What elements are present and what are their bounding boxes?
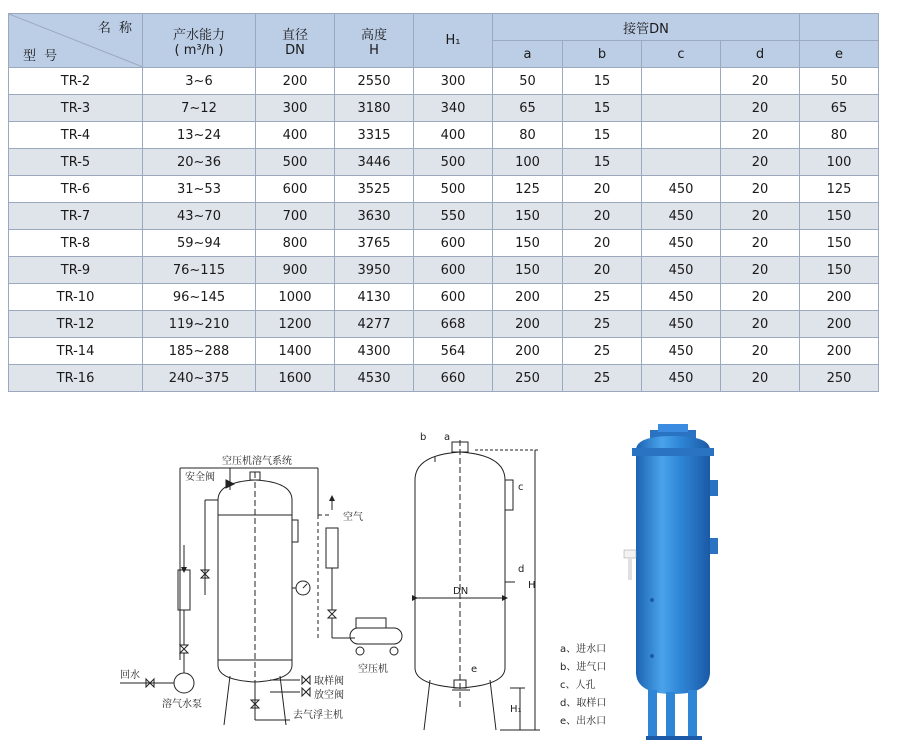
cell-nozzle-e: 150 xyxy=(800,203,879,230)
cell-nozzle-a: 150 xyxy=(493,203,563,230)
dim-label-a: a xyxy=(444,432,451,443)
header-h1: H₁ xyxy=(414,14,493,68)
table-row xyxy=(9,230,879,257)
cell-nozzle-c: 450 xyxy=(642,203,721,230)
cell-nozzle-c: 450 xyxy=(642,284,721,311)
cell-nozzle-c: 450 xyxy=(642,257,721,284)
header-height-line2: H xyxy=(369,42,379,58)
header-height xyxy=(335,14,414,68)
header-nozzle-c: c xyxy=(642,41,721,68)
cell-nozzle-d: 20 xyxy=(721,95,800,122)
schematics xyxy=(0,410,900,746)
cell-nozzle-e: 200 xyxy=(800,338,879,365)
cell-capacity: 185~288 xyxy=(143,338,256,365)
cell-nozzle-b: 15 xyxy=(563,95,642,122)
cell-diameter: 800 xyxy=(256,230,335,257)
legend xyxy=(560,642,606,727)
cell-nozzle-a: 100 xyxy=(493,149,563,176)
cell-capacity: 3~6 xyxy=(143,68,256,95)
table-row xyxy=(9,122,879,149)
cell-height: 4130 xyxy=(335,284,414,311)
label-to-flotation: 去气浮主机 xyxy=(293,710,343,721)
cell-model: TR-14 xyxy=(9,338,143,365)
cell-h1: 600 xyxy=(414,284,493,311)
cell-diameter: 1000 xyxy=(256,284,335,311)
legend-e: e、出水口 xyxy=(560,716,607,727)
cell-h1: 500 xyxy=(414,149,493,176)
label-air: 空气 xyxy=(343,512,363,523)
cell-h1: 500 xyxy=(414,176,493,203)
cell-nozzle-d: 20 xyxy=(721,311,800,338)
cell-height: 4300 xyxy=(335,338,414,365)
cell-height: 4277 xyxy=(335,311,414,338)
flow-diagram xyxy=(120,468,402,725)
cell-nozzle-e: 200 xyxy=(800,284,879,311)
dim-label-c: c xyxy=(518,482,524,493)
cell-nozzle-a: 200 xyxy=(493,284,563,311)
dim-label-h: H xyxy=(528,580,536,591)
cell-nozzle-b: 20 xyxy=(563,257,642,284)
cell-nozzle-d: 20 xyxy=(721,203,800,230)
cell-diameter: 700 xyxy=(256,203,335,230)
table-row xyxy=(9,284,879,311)
cell-capacity: 96~145 xyxy=(143,284,256,311)
table-row xyxy=(9,257,879,284)
flow-labels xyxy=(120,454,388,721)
cell-height: 4530 xyxy=(335,365,414,392)
dim-label-e: e xyxy=(471,664,478,675)
cell-nozzle-c xyxy=(642,149,721,176)
cell-nozzle-d: 20 xyxy=(721,68,800,95)
cell-h1: 400 xyxy=(414,122,493,149)
cell-nozzle-d: 20 xyxy=(721,149,800,176)
table-row xyxy=(9,338,879,365)
cell-nozzle-c: 450 xyxy=(642,230,721,257)
dim-label-b: b xyxy=(420,432,427,443)
cell-nozzle-d: 20 xyxy=(721,230,800,257)
table-row xyxy=(9,311,879,338)
label-system: 空压机溶气系统 xyxy=(222,456,292,467)
cell-capacity: 76~115 xyxy=(143,257,256,284)
table-row xyxy=(9,203,879,230)
cell-nozzle-b: 20 xyxy=(563,203,642,230)
cell-diameter: 900 xyxy=(256,257,335,284)
cell-model: TR-7 xyxy=(9,203,143,230)
cell-nozzle-e: 80 xyxy=(800,122,879,149)
cell-capacity: 240~375 xyxy=(143,365,256,392)
cell-diameter: 200 xyxy=(256,68,335,95)
label-return-water: 回水 xyxy=(120,670,140,681)
cell-capacity: 7~12 xyxy=(143,95,256,122)
cell-nozzle-c xyxy=(642,68,721,95)
cell-nozzle-d: 20 xyxy=(721,338,800,365)
cell-height: 2550 xyxy=(335,68,414,95)
legend-a: a、进水口 xyxy=(560,644,607,655)
cell-model: TR-4 xyxy=(9,122,143,149)
header-diameter-line1: 直径 xyxy=(281,27,308,43)
cell-height: 3446 xyxy=(335,149,414,176)
cell-diameter: 1200 xyxy=(256,311,335,338)
cell-capacity: 119~210 xyxy=(143,311,256,338)
legend-d: d、取样口 xyxy=(560,698,607,709)
dim-label-h1: H₁ xyxy=(510,704,522,715)
cell-nozzle-b: 20 xyxy=(563,230,642,257)
dimension-labels xyxy=(420,432,536,715)
cell-h1: 564 xyxy=(414,338,493,365)
cell-nozzle-b: 15 xyxy=(563,122,642,149)
cell-height: 3315 xyxy=(335,122,414,149)
cell-nozzle-b: 25 xyxy=(563,365,642,392)
cell-nozzle-a: 125 xyxy=(493,176,563,203)
header-capacity-line2: ( m³/h ) xyxy=(174,42,224,58)
cell-h1: 550 xyxy=(414,203,493,230)
cell-nozzle-d: 20 xyxy=(721,257,800,284)
cell-model: TR-10 xyxy=(9,284,143,311)
cell-nozzle-a: 150 xyxy=(493,257,563,284)
cell-nozzle-d: 20 xyxy=(721,284,800,311)
cell-nozzle-b: 25 xyxy=(563,311,642,338)
corner-bottom-label: 型 号 xyxy=(23,49,60,64)
cell-model: TR-9 xyxy=(9,257,143,284)
cell-nozzle-c xyxy=(642,95,721,122)
header-nozzle-b: b xyxy=(563,41,642,68)
cell-height: 3950 xyxy=(335,257,414,284)
table-row xyxy=(9,95,879,122)
header-nozzle-blank xyxy=(800,14,879,41)
cell-nozzle-e: 200 xyxy=(800,311,879,338)
cell-height: 3630 xyxy=(335,203,414,230)
cell-nozzle-e: 125 xyxy=(800,176,879,203)
cell-h1: 340 xyxy=(414,95,493,122)
cell-model: TR-8 xyxy=(9,230,143,257)
cell-h1: 660 xyxy=(414,365,493,392)
table-row xyxy=(9,365,879,392)
cell-model: TR-6 xyxy=(9,176,143,203)
legend-b: b、进气口 xyxy=(560,662,607,673)
cell-capacity: 31~53 xyxy=(143,176,256,203)
cell-h1: 600 xyxy=(414,257,493,284)
cell-nozzle-c: 450 xyxy=(642,338,721,365)
cell-diameter: 400 xyxy=(256,122,335,149)
cell-nozzle-c: 450 xyxy=(642,365,721,392)
cell-nozzle-c xyxy=(642,122,721,149)
legend-c: c、人孔 xyxy=(560,680,596,691)
label-pump: 溶气水泵 xyxy=(162,699,202,710)
corner-top-label: 名 称 xyxy=(97,21,134,36)
dim-label-dn: DN xyxy=(453,586,469,597)
cell-capacity: 43~70 xyxy=(143,203,256,230)
cell-nozzle-c: 450 xyxy=(642,311,721,338)
label-compressor: 空压机 xyxy=(358,664,388,675)
header-diameter-line2: DN xyxy=(285,42,305,58)
cell-nozzle-e: 50 xyxy=(800,68,879,95)
cell-nozzle-a: 150 xyxy=(493,230,563,257)
table-row xyxy=(9,176,879,203)
label-sampling-valve: 取样阀 xyxy=(314,676,344,687)
cell-model: TR-16 xyxy=(9,365,143,392)
header-capacity-line1: 产水能力 xyxy=(172,27,225,43)
dim-label-d: d xyxy=(518,564,525,575)
cell-nozzle-d: 20 xyxy=(721,365,800,392)
cell-h1: 668 xyxy=(414,311,493,338)
cell-diameter: 1400 xyxy=(256,338,335,365)
cell-nozzle-a: 50 xyxy=(493,68,563,95)
table-row xyxy=(9,149,879,176)
cell-diameter: 500 xyxy=(256,149,335,176)
cell-nozzle-a: 250 xyxy=(493,365,563,392)
header-nozzle-a: a xyxy=(493,41,563,68)
cell-capacity: 59~94 xyxy=(143,230,256,257)
cell-h1: 600 xyxy=(414,230,493,257)
cell-nozzle-a: 80 xyxy=(493,122,563,149)
cell-nozzle-b: 15 xyxy=(563,149,642,176)
header-capacity xyxy=(143,14,256,68)
cell-capacity: 20~36 xyxy=(143,149,256,176)
spec-table-body xyxy=(9,68,879,392)
header-nozzle-group: 接管DN xyxy=(493,14,800,41)
corner-header xyxy=(9,14,143,68)
label-drain-valve: 放空阀 xyxy=(314,690,344,701)
cell-nozzle-b: 15 xyxy=(563,68,642,95)
cell-model: TR-2 xyxy=(9,68,143,95)
cell-diameter: 300 xyxy=(256,95,335,122)
cell-nozzle-d: 20 xyxy=(721,176,800,203)
cell-diameter: 1600 xyxy=(256,365,335,392)
cell-nozzle-e: 250 xyxy=(800,365,879,392)
cell-nozzle-e: 150 xyxy=(800,257,879,284)
cell-model: TR-12 xyxy=(9,311,143,338)
header-diameter xyxy=(256,14,335,68)
cell-nozzle-c: 450 xyxy=(642,176,721,203)
cell-nozzle-e: 100 xyxy=(800,149,879,176)
cell-nozzle-a: 65 xyxy=(493,95,563,122)
cell-nozzle-d: 20 xyxy=(721,122,800,149)
table-row xyxy=(9,68,879,95)
cell-capacity: 13~24 xyxy=(143,122,256,149)
cell-nozzle-e: 65 xyxy=(800,95,879,122)
cell-height: 3525 xyxy=(335,176,414,203)
cell-model: TR-5 xyxy=(9,149,143,176)
label-safety-valve: 安全阀 xyxy=(185,472,215,483)
cell-h1: 300 xyxy=(414,68,493,95)
cell-diameter: 600 xyxy=(256,176,335,203)
cell-nozzle-b: 20 xyxy=(563,176,642,203)
header-height-line1: 高度 xyxy=(360,27,387,43)
cell-nozzle-e: 150 xyxy=(800,230,879,257)
header-nozzle-d: d xyxy=(721,41,800,68)
cell-height: 3180 xyxy=(335,95,414,122)
cell-nozzle-a: 200 xyxy=(493,338,563,365)
cell-nozzle-a: 200 xyxy=(493,311,563,338)
cell-nozzle-b: 25 xyxy=(563,338,642,365)
cell-height: 3765 xyxy=(335,230,414,257)
header-nozzle-e: e xyxy=(800,41,879,68)
tank-photo xyxy=(624,424,718,740)
spec-table xyxy=(8,13,879,392)
cell-model: TR-3 xyxy=(9,95,143,122)
cell-nozzle-b: 25 xyxy=(563,284,642,311)
